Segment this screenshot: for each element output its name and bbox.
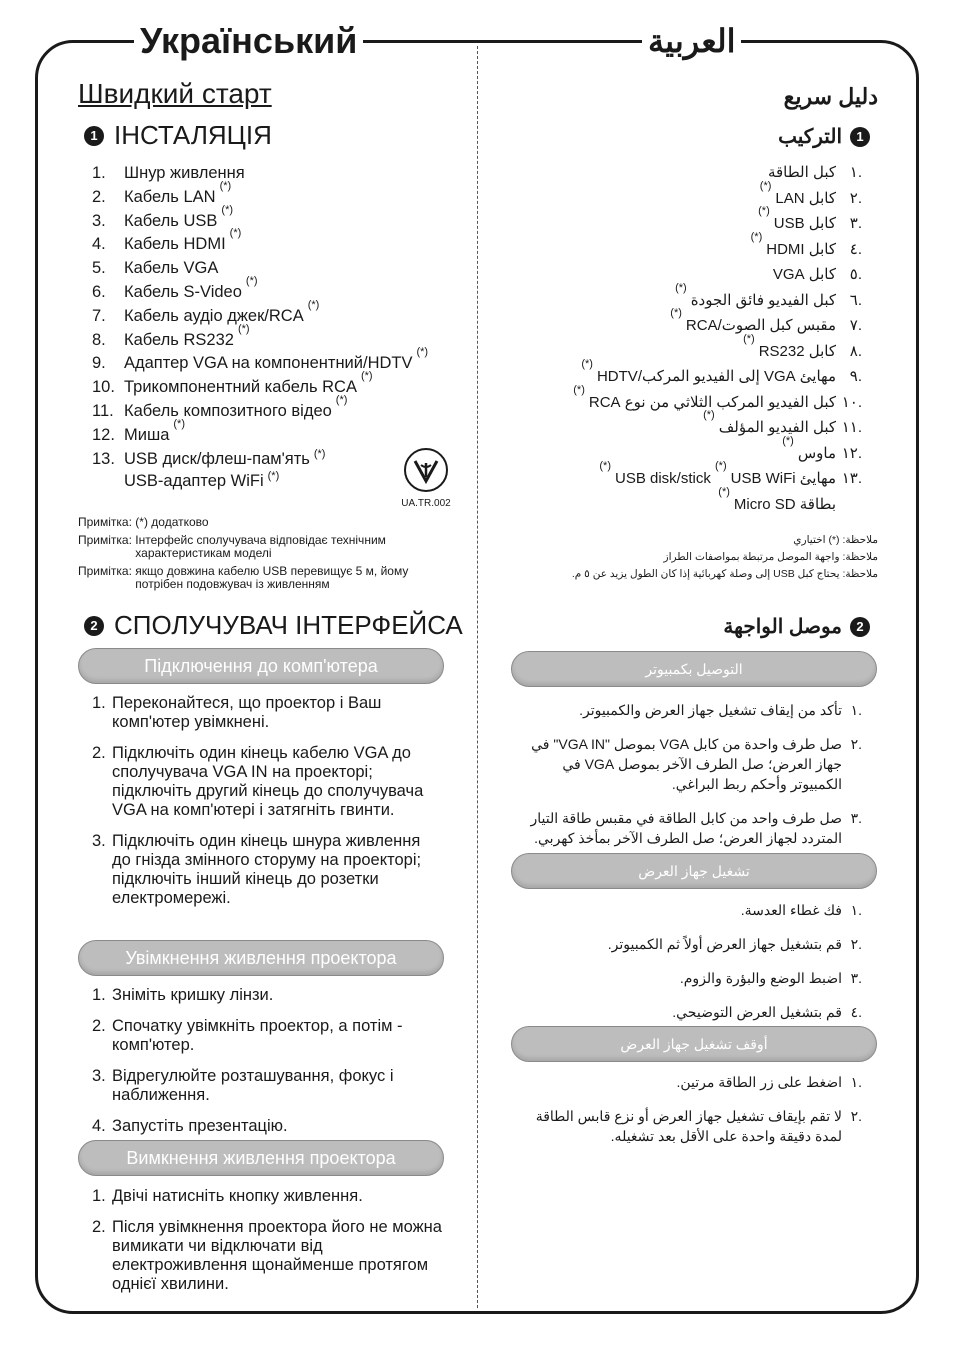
- list-item: 9. Адаптер VGA на компонентний/HDTV (*): [92, 346, 429, 373]
- connect-steps-list: [92, 694, 442, 920]
- list-item: .٤ كابل HDMI (*): [750, 230, 862, 258]
- connect-steps-list: [512, 700, 862, 862]
- power-off-banner: Вимкнення живлення проектора: [78, 1140, 444, 1176]
- section-number-badge: 1: [84, 126, 104, 146]
- quick-start-title: دليل سريع: [783, 84, 878, 109]
- list-item: 2. Кабель LAN (*): [92, 179, 232, 206]
- list-item: .٣ اضبط الوضع والبؤرة والزوم.: [679, 970, 862, 986]
- list-item: 3. Відрегулюйте розташування, фокус і наближення.: [92, 1067, 394, 1104]
- list-item: 3. Підключіть один кінець шнура живлення до гнізда змінного сторуму на проекторі; підключіть інший кінець до розетки електромережі.: [92, 832, 422, 907]
- list-item: 5. Кабель VGA: [92, 259, 219, 278]
- list-item: .١٢ ماوس (*): [782, 434, 862, 462]
- list-item: 4. Кабель HDMI (*): [92, 227, 242, 254]
- note: Примітка: (*) додатково: [78, 515, 209, 529]
- section-title: موصل الواجهة: [723, 616, 842, 638]
- certification-mark: [396, 448, 456, 509]
- list-item: 1. Шнур живлення: [92, 164, 245, 182]
- list-item: .٧ مقبس كبل الصوت/RCA (*): [670, 307, 862, 334]
- power-off-steps-list: [512, 1072, 862, 1160]
- list-item: .٨ كابل RS232 (*): [743, 332, 862, 360]
- section-number-badge: 2: [84, 616, 104, 636]
- list-item: 2. Підключіть один кінець кабелю VGA до сполучувача VGA IN на проекторі; підключіть другий кінець до сполучувача VGA на комп'ютері і затягніть гвинти.: [92, 744, 424, 819]
- list-item: 3. Кабель USB (*): [92, 203, 234, 230]
- list-item: 2. Спочатку увімкніть проектор, а потім - комп'ютер.: [92, 1017, 403, 1054]
- list-item: .٣ صل طرف واحد من كابل الطاقة في مقبس طاقة التيار المتردد لجهاز العرض؛ صل الطرف الآخر بمأخذ كهربي.: [530, 810, 862, 846]
- power-off-banner: أوقف تشغيل جهاز العرض: [511, 1026, 877, 1062]
- list-item: 1. Зніміть кришку лінзи.: [92, 986, 274, 1004]
- arabic-title: العربية: [642, 18, 741, 64]
- list-item: 1. Переконайтеся, що проектор і Ваш комп'ютер увімкнені.: [92, 694, 382, 731]
- list-item: 4. Запустіть презентацію.: [92, 1117, 288, 1135]
- note: ملاحظة: واجهة الموصل مرتبطة بمواصفات الطراز: [663, 551, 878, 563]
- note: ملاحظة: يحتاج كبل USB إلى وصلة كهربائية إذا كان الطول يزيد عن ٥ م.: [571, 568, 878, 580]
- section-title: ІНСТАЛЯЦІЯ: [114, 120, 272, 150]
- list-item: .١٣ مهايئ USB WiFi (*) USB disk/stick (*): [599, 460, 862, 487]
- list-item: .٢ صل طرف واحدة من كابل VGA بموصل "VGA IN" في جهاز العرض؛ صل الطرف الآخر بموصل VGA في الكمبيوتر وأحكم ربط البراغي.: [531, 736, 862, 792]
- power-on-steps-list: [512, 900, 862, 1036]
- package-contents-list: [482, 160, 862, 517]
- connect-computer-banner: Підключення до комп'ютера: [78, 648, 444, 684]
- list-item: .٦ كبل الفيديو فائق الجودة (*): [675, 281, 862, 309]
- list-item: 7. Кабель аудіо джек/RCA (*): [92, 298, 320, 325]
- list-item: .١ كبل الطاقة: [767, 164, 862, 181]
- list-item: .١١ كبل الفيديو المؤلف (*): [703, 409, 862, 436]
- section-title: СПОЛУЧУВАЧ ІНТЕРФЕЙСА: [114, 610, 463, 640]
- list-item: .٤ قم بتشغيل العرض التوضيحي.: [672, 1004, 862, 1020]
- list-item: بطاقة Micro SD (*): [718, 485, 836, 513]
- list-item: 6. Кабель S-Video (*): [92, 274, 258, 301]
- notes-block: [478, 534, 878, 585]
- list-item: 13. USB диск/флеш-пам'ять (*) USB-адаптер WiFi (*): [92, 448, 326, 490]
- quick-start-title: Швидкий старт: [78, 78, 272, 109]
- list-item: 10. Трикомпонентний кабель RCA (*): [92, 370, 373, 397]
- power-on-banner: تشغيل جهاز العرض: [511, 853, 877, 889]
- arabic-column: [478, 0, 954, 1354]
- list-item: .٩ مهايئ VGA إلى الفيديو المركب/HDTV (*): [581, 358, 862, 385]
- note: Примітка: Інтерфейс сполучувача відповідає технічним характеристикам моделі: [78, 532, 386, 560]
- list-item: .٢ لا تقم بإيقاف تشغيل جهاز العرض أو نزع قابس الطاقة لمدة دقيقة واحدة على الأقل بعد تشغيله.: [535, 1108, 862, 1144]
- section-installation-heading: [778, 124, 870, 149]
- list-item: .٥ كابل VGA: [772, 266, 862, 283]
- note: Примітка: якщо довжина кабелю USB перевищує 5 м, йому потрібен подовжувач із живленням: [78, 563, 409, 591]
- section-title: التركيب: [778, 126, 842, 148]
- ua-conformity-icon: [404, 448, 448, 492]
- list-item: .٢ قم بتشغيل جهاز العرض أولاً ثم الكمبيوتر.: [607, 936, 862, 952]
- section-interface-connector-heading: [723, 614, 870, 639]
- list-item: .١ فك غطاء العدسة.: [740, 902, 862, 918]
- list-item: 8. Кабель RS232 (*): [92, 322, 250, 349]
- list-item: 12. Миша (*): [92, 417, 185, 444]
- list-item: .٣ كابل USB (*): [758, 205, 862, 232]
- list-item: .١ اضغط على زر الطاقة مرتين.: [676, 1074, 862, 1090]
- note: ملاحظة: (*) اختياري: [793, 534, 878, 546]
- list-item: .١ تأكد من إيقاف تشغيل جهاز العرض والكمبيوتر.: [579, 702, 862, 718]
- section-number-badge: 1: [850, 127, 870, 147]
- package-contents-list: [92, 162, 472, 494]
- section-interface-connector-heading: [84, 610, 463, 641]
- connect-computer-banner: التوصيل بكمبيوتر: [511, 651, 877, 687]
- list-item: 1. Двічі натисніть кнопку живлення.: [92, 1187, 363, 1205]
- power-on-banner: Увімкнення живлення проектора: [78, 940, 444, 976]
- ukrainian-title: Український: [134, 18, 363, 64]
- list-item: .١٠ كبل الفيديو المركب الثلاثي من نوع RCA (*): [573, 383, 862, 411]
- list-item: .٢ كابل LAN (*): [759, 179, 862, 207]
- section-number-badge: 2: [850, 617, 870, 637]
- power-off-steps-list: [92, 1187, 442, 1306]
- notes-block: [78, 516, 458, 596]
- section-installation-heading: [84, 120, 272, 151]
- list-item: 11. Кабель композитного відео (*): [92, 393, 348, 420]
- certification-code: UA.TR.002: [401, 498, 451, 509]
- power-on-steps-list: [92, 986, 442, 1148]
- list-item: 2. Після увімкнення проектора його не можна вимикати чи відключати від електроживлення щонайменше протягом однієї хвилини.: [92, 1218, 442, 1293]
